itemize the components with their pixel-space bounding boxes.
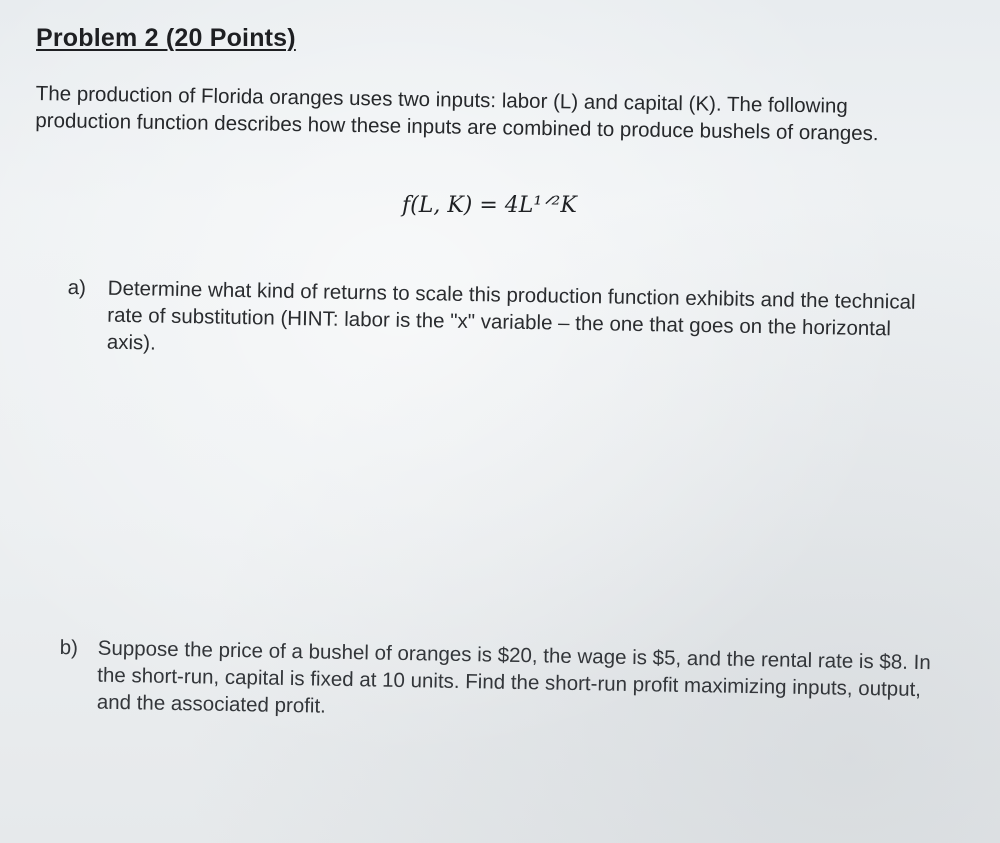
- question-b: [59, 634, 960, 718]
- problem-title: Problem 2 (20 Points): [36, 24, 296, 52]
- question-b-marker: b): [59, 635, 79, 660]
- problem-intro: The production of Florida oranges uses two inputs: labor (L) and capital (K). The following production function describes how these inputs are combined to produce bushels of oranges.: [35, 81, 879, 146]
- production-function: f(L, K) = 4L¹ᐟ²K: [402, 193, 577, 218]
- question-a-text: Determine what kind of returns to scale this production function exhibits and the technical rate of substitution (HINT: labor is the "x" variable – the one that goes on the horizontal axis).: [106, 276, 916, 355]
- question-b-text: Suppose the price of a bushel of oranges is $20, the wage is $5, and the rental rate is $8. In the short-run, capital is fixed at 10 units. Find the short-run profit maximizing inputs, output, and the associated profit.: [96, 636, 931, 718]
- question-a: [67, 274, 948, 355]
- question-a-marker: a): [67, 275, 87, 300]
